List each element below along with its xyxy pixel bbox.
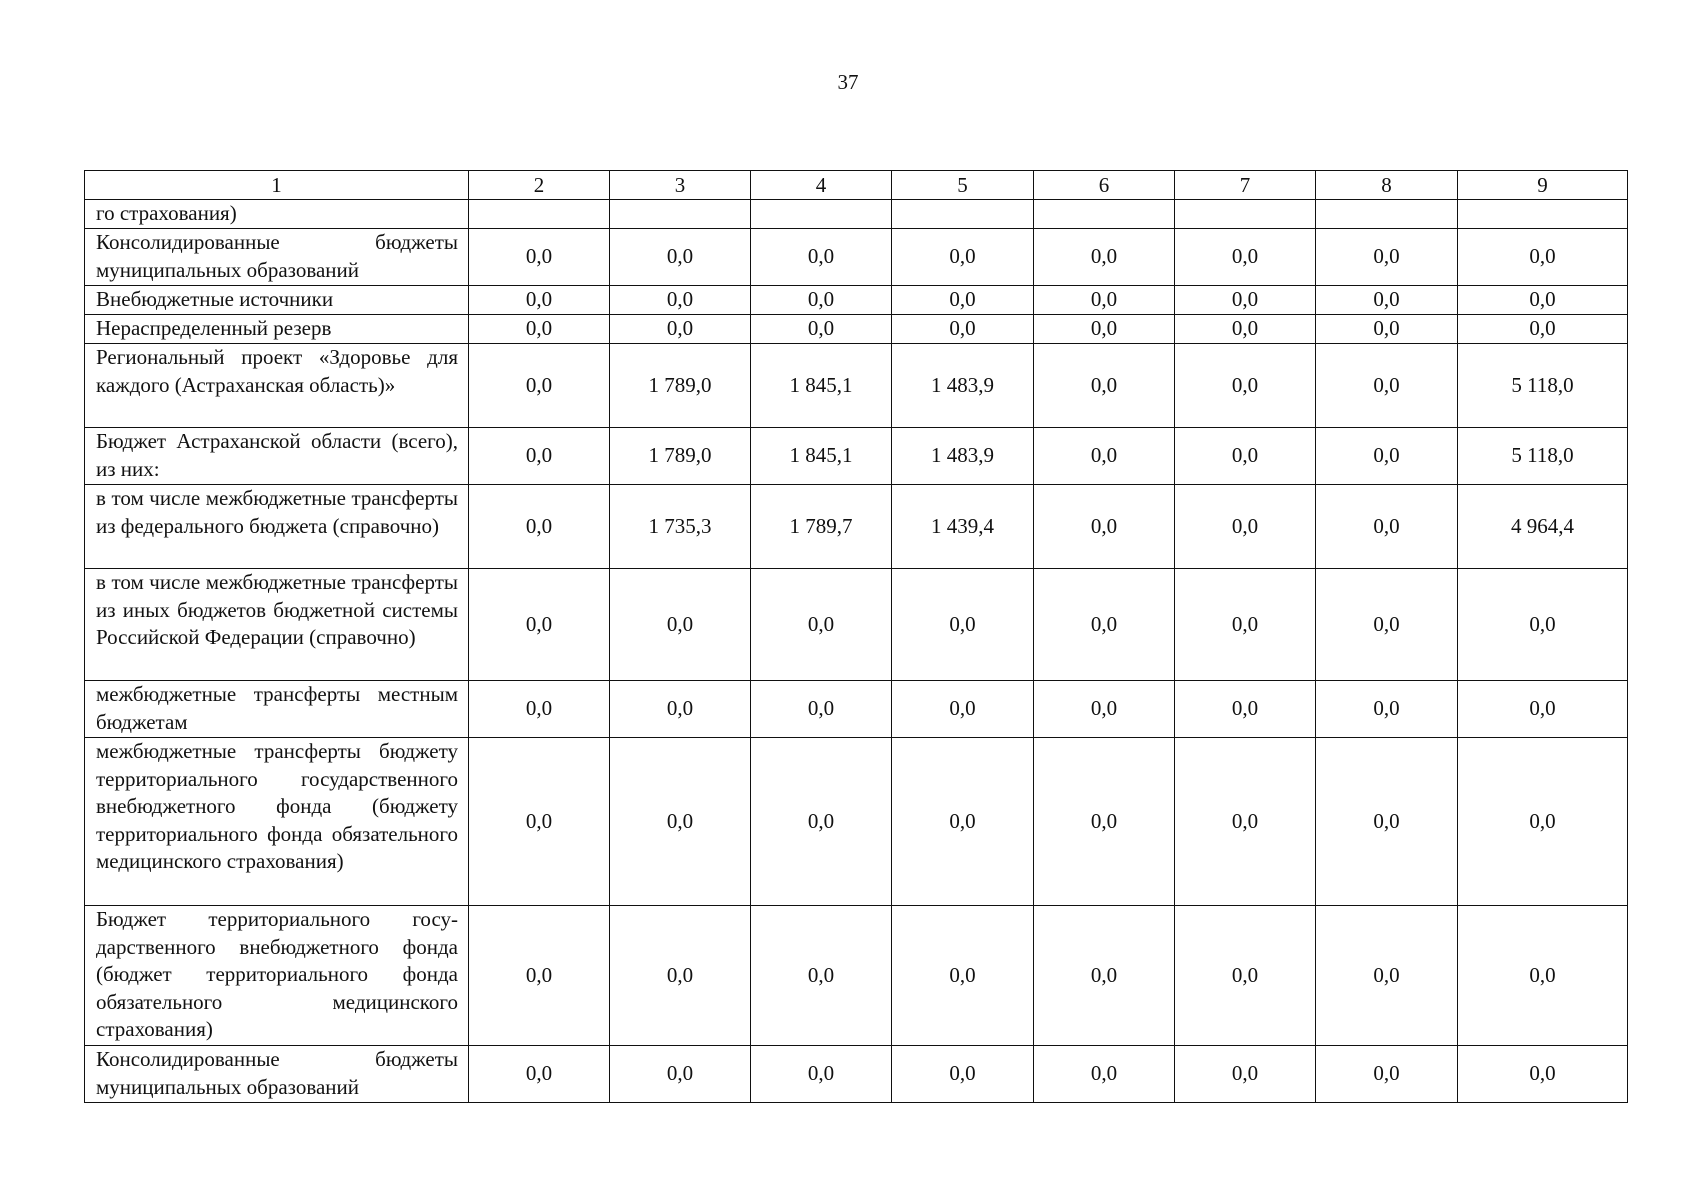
value-cell: 0,0 bbox=[469, 344, 610, 428]
value-cell: 0,0 bbox=[469, 428, 610, 485]
value-cell: 0,0 bbox=[1175, 738, 1316, 906]
value-cell: 0,0 bbox=[1175, 569, 1316, 681]
value-cell: 0,0 bbox=[1458, 569, 1628, 681]
value-cell bbox=[610, 200, 751, 229]
value-cell bbox=[751, 200, 892, 229]
value-cell: 0,0 bbox=[1034, 1046, 1175, 1103]
value-cell bbox=[892, 200, 1034, 229]
value-cell: 0,0 bbox=[1316, 344, 1458, 428]
value-cell: 0,0 bbox=[751, 229, 892, 286]
value-cell: 0,0 bbox=[1316, 906, 1458, 1046]
value-cell: 0,0 bbox=[751, 738, 892, 906]
header-cell: 6 bbox=[1034, 171, 1175, 200]
row-label: в том числе межбюджетные трансферты из федерального бюджета (справочно) bbox=[85, 485, 469, 569]
value-cell: 0,0 bbox=[1458, 229, 1628, 286]
table-row bbox=[85, 200, 1628, 229]
row-label: Бюджет Астраханской области (всего), из них: bbox=[85, 428, 469, 485]
value-cell: 0,0 bbox=[469, 906, 610, 1046]
value-cell: 0,0 bbox=[469, 229, 610, 286]
value-cell: 0,0 bbox=[1458, 286, 1628, 315]
row-label: межбюджетные трансферты местным бюджетам bbox=[85, 681, 469, 738]
value-cell: 0,0 bbox=[1175, 315, 1316, 344]
value-cell: 0,0 bbox=[1175, 681, 1316, 738]
value-cell: 0,0 bbox=[469, 315, 610, 344]
header-cell: 5 bbox=[892, 171, 1034, 200]
header-cell: 3 bbox=[610, 171, 751, 200]
row-label: го страхования) bbox=[85, 200, 469, 229]
value-cell: 0,0 bbox=[892, 1046, 1034, 1103]
value-cell bbox=[469, 200, 610, 229]
table-row bbox=[85, 315, 1628, 344]
value-cell: 0,0 bbox=[610, 229, 751, 286]
value-cell: 0,0 bbox=[610, 681, 751, 738]
value-cell: 1 789,0 bbox=[610, 428, 751, 485]
value-cell: 0,0 bbox=[892, 569, 1034, 681]
value-cell: 0,0 bbox=[1458, 681, 1628, 738]
header-row bbox=[85, 171, 1628, 200]
value-cell: 0,0 bbox=[1175, 344, 1316, 428]
value-cell: 0,0 bbox=[610, 738, 751, 906]
value-cell: 1 483,9 bbox=[892, 344, 1034, 428]
value-cell: 0,0 bbox=[751, 1046, 892, 1103]
header-cell: 2 bbox=[469, 171, 610, 200]
value-cell: 1 845,1 bbox=[751, 428, 892, 485]
value-cell: 0,0 bbox=[1458, 315, 1628, 344]
value-cell: 0,0 bbox=[892, 681, 1034, 738]
value-cell: 0,0 bbox=[892, 286, 1034, 315]
row-label: Консолидированные бюджеты муниципальных образований bbox=[85, 229, 469, 286]
value-cell: 0,0 bbox=[1316, 315, 1458, 344]
value-cell: 0,0 bbox=[1034, 485, 1175, 569]
value-cell: 0,0 bbox=[751, 681, 892, 738]
value-cell: 0,0 bbox=[1034, 738, 1175, 906]
value-cell: 1 789,0 bbox=[610, 344, 751, 428]
header-cell: 7 bbox=[1175, 171, 1316, 200]
value-cell: 0,0 bbox=[1034, 229, 1175, 286]
value-cell: 5 118,0 bbox=[1458, 428, 1628, 485]
header-cell: 9 bbox=[1458, 171, 1628, 200]
value-cell: 0,0 bbox=[1034, 428, 1175, 485]
value-cell: 0,0 bbox=[610, 906, 751, 1046]
value-cell bbox=[1316, 200, 1458, 229]
value-cell: 0,0 bbox=[610, 286, 751, 315]
value-cell: 0,0 bbox=[469, 569, 610, 681]
value-cell: 1 735,3 bbox=[610, 485, 751, 569]
value-cell: 0,0 bbox=[1458, 906, 1628, 1046]
row-label: Нераспределенный резерв bbox=[85, 315, 469, 344]
value-cell: 0,0 bbox=[1316, 1046, 1458, 1103]
value-cell: 0,0 bbox=[1316, 681, 1458, 738]
header-cell: 1 bbox=[85, 171, 469, 200]
value-cell: 0,0 bbox=[751, 286, 892, 315]
value-cell: 0,0 bbox=[469, 1046, 610, 1103]
value-cell: 0,0 bbox=[751, 315, 892, 344]
value-cell: 0,0 bbox=[610, 1046, 751, 1103]
value-cell: 0,0 bbox=[1175, 485, 1316, 569]
header-cell: 4 bbox=[751, 171, 892, 200]
value-cell: 5 118,0 bbox=[1458, 344, 1628, 428]
value-cell: 0,0 bbox=[1175, 428, 1316, 485]
table-row bbox=[85, 229, 1628, 286]
table-row bbox=[85, 1046, 1628, 1103]
value-cell: 0,0 bbox=[1034, 681, 1175, 738]
page-number: 37 bbox=[837, 70, 859, 94]
value-cell: 0,0 bbox=[1034, 286, 1175, 315]
value-cell: 0,0 bbox=[1034, 315, 1175, 344]
value-cell: 0,0 bbox=[1316, 738, 1458, 906]
row-label: Бюджет территориального государственного внебюджетного фонда (бюджет территориального фонда обязательного медицинского страхования) bbox=[85, 906, 469, 1046]
table-row bbox=[85, 681, 1628, 738]
value-cell: 0,0 bbox=[1034, 906, 1175, 1046]
value-cell: 0,0 bbox=[892, 315, 1034, 344]
table-row bbox=[85, 906, 1628, 1046]
budget-table bbox=[84, 170, 1628, 1103]
table-row bbox=[85, 428, 1628, 485]
value-cell: 0,0 bbox=[610, 315, 751, 344]
value-cell: 1 845,1 bbox=[751, 344, 892, 428]
value-cell: 0,0 bbox=[1175, 906, 1316, 1046]
table-row bbox=[85, 344, 1628, 428]
value-cell: 0,0 bbox=[751, 906, 892, 1046]
header-cell: 8 bbox=[1316, 171, 1458, 200]
value-cell: 1 483,9 bbox=[892, 428, 1034, 485]
value-cell: 4 964,4 bbox=[1458, 485, 1628, 569]
value-cell: 0,0 bbox=[1175, 286, 1316, 315]
row-label: межбюджетные трансферты бюджету территориального государственного внебюджетного фонда (бюджету территориального фонда обязательного медицинского страхования) bbox=[85, 738, 469, 906]
value-cell: 0,0 bbox=[1316, 229, 1458, 286]
value-cell: 0,0 bbox=[892, 229, 1034, 286]
table-row bbox=[85, 569, 1628, 681]
table-row bbox=[85, 485, 1628, 569]
value-cell bbox=[1458, 200, 1628, 229]
value-cell: 0,0 bbox=[1316, 569, 1458, 681]
value-cell: 1 439,4 bbox=[892, 485, 1034, 569]
value-cell: 0,0 bbox=[1316, 485, 1458, 569]
value-cell bbox=[1034, 200, 1175, 229]
row-label: Внебюджетные источники bbox=[85, 286, 469, 315]
value-cell: 0,0 bbox=[610, 569, 751, 681]
value-cell: 0,0 bbox=[1316, 428, 1458, 485]
value-cell: 0,0 bbox=[1316, 286, 1458, 315]
table-row bbox=[85, 286, 1628, 315]
value-cell: 0,0 bbox=[469, 738, 610, 906]
value-cell: 0,0 bbox=[1458, 738, 1628, 906]
value-cell: 0,0 bbox=[892, 738, 1034, 906]
table-row bbox=[85, 738, 1628, 906]
value-cell: 0,0 bbox=[892, 906, 1034, 1046]
value-cell: 0,0 bbox=[469, 286, 610, 315]
row-label: Консолидированные бюджеты муниципальных образований bbox=[85, 1046, 469, 1103]
value-cell: 0,0 bbox=[751, 569, 892, 681]
value-cell: 1 789,7 bbox=[751, 485, 892, 569]
value-cell: 0,0 bbox=[469, 485, 610, 569]
value-cell: 0,0 bbox=[1034, 344, 1175, 428]
value-cell: 0,0 bbox=[1458, 1046, 1628, 1103]
value-cell: 0,0 bbox=[469, 681, 610, 738]
value-cell bbox=[1175, 200, 1316, 229]
value-cell: 0,0 bbox=[1034, 569, 1175, 681]
row-label: Региональный проект «Здоровье для каждого (Астраханская область)» bbox=[85, 344, 469, 428]
value-cell: 0,0 bbox=[1175, 229, 1316, 286]
row-label: в том числе межбюджетные трансферты из иных бюджетов бюджетной системы Российской Федерации (справочно) bbox=[85, 569, 469, 681]
value-cell: 0,0 bbox=[1175, 1046, 1316, 1103]
